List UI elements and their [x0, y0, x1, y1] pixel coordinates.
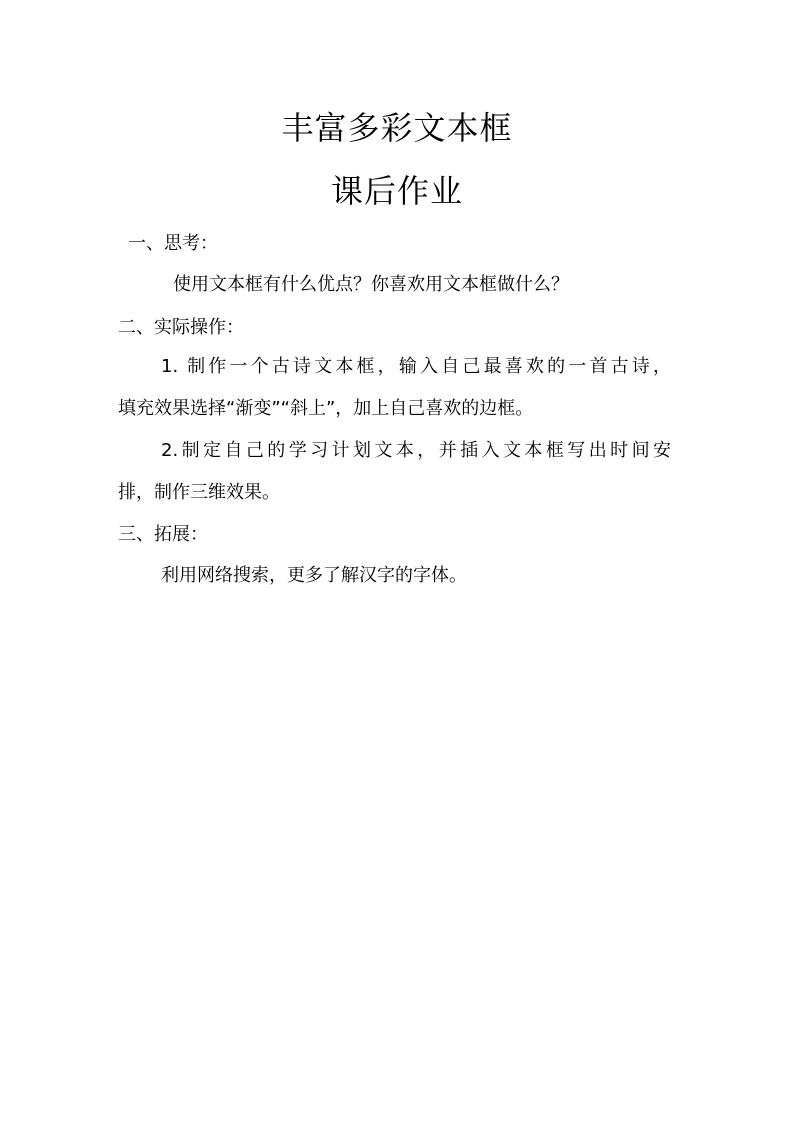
document-title: 丰富多彩文本框 — [281, 109, 513, 147]
section-2-heading: 二、实际操作： — [118, 317, 244, 338]
section-2-item-1-line-2: 填充效果选择“渐变”“斜上”，加上自己喜欢的边框。 — [118, 398, 534, 419]
section-1-text: 使用文本框有什么优点？你喜欢用文本框做什么？ — [173, 274, 569, 295]
document-subtitle: 课后作业 — [330, 172, 463, 210]
section-2-item-1-line-1 — [161, 355, 671, 379]
section-2-item-2-line-1 — [161, 439, 671, 463]
section-2-item-2-line-2: 排，制作三维效果。 — [118, 482, 280, 503]
section-3-text: 利用网络搜索，更多了解汉字的字体。 — [161, 565, 467, 586]
section-3-heading: 三、拓展： — [118, 524, 208, 545]
section-1-heading: 一、思考： — [128, 233, 218, 254]
section-2-item-2-line-1-text: 2.制定自己的学习计划文本，并插入文本框写出时间安 — [161, 440, 671, 461]
section-2-item-1-line-1-text: 1. 制作一个古诗文本框，输入自己最喜欢的一首古诗， — [161, 356, 671, 377]
